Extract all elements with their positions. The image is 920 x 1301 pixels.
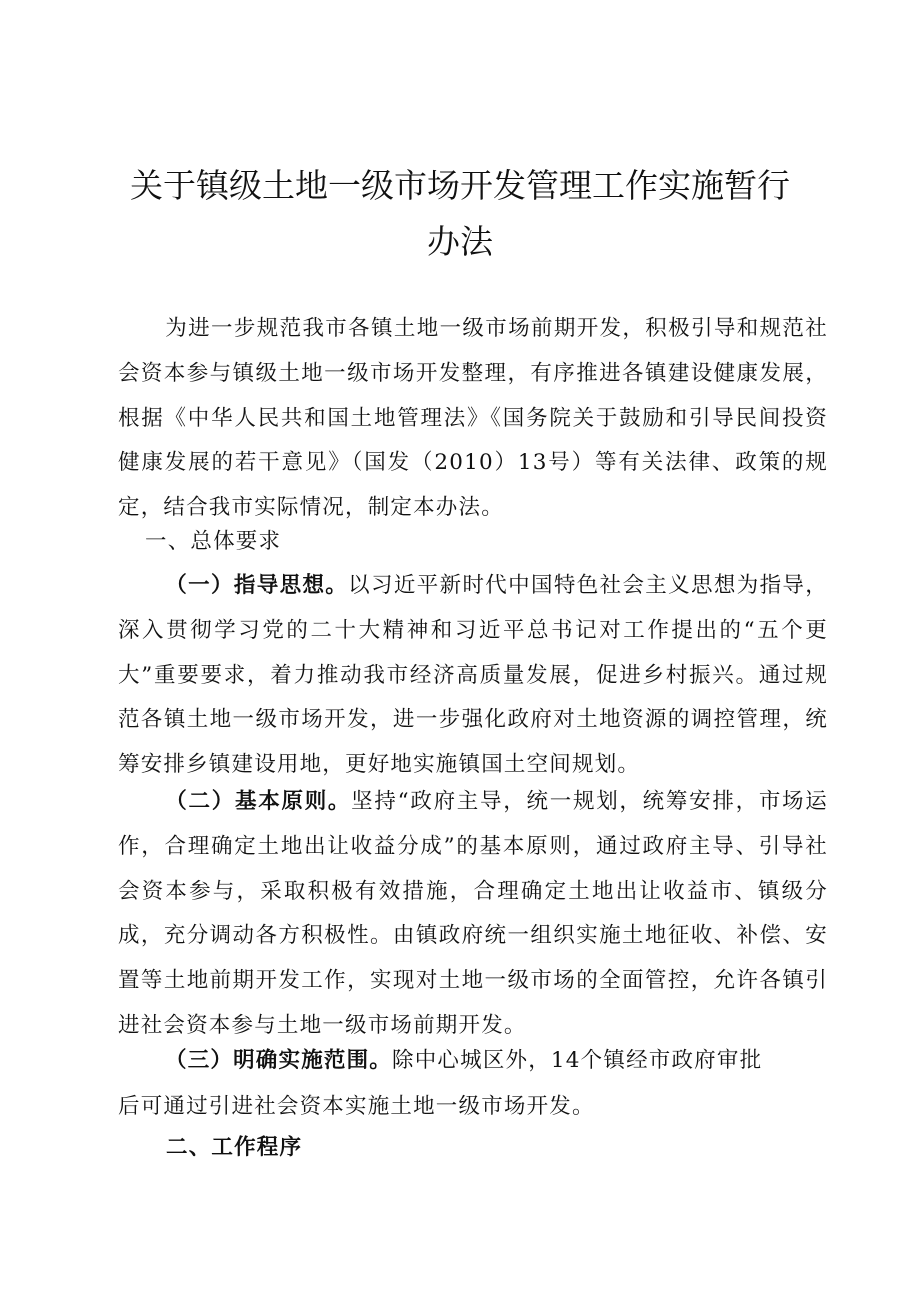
document-title-line-2: 办法 <box>427 222 493 261</box>
item-3-text-line-2: 后可通过引进社会资本实施土地一级市场开发。 <box>118 1094 595 1119</box>
item-1-text: 以习近平新时代中国特色社会主义思想为指导，深入贯彻学习党的二十大精神和习近平总书记对工作提出的“五个更大”重要要求，着力推动我市经济高质量发展，促进乡村振兴。通过规范各镇土地一级市场开发，进一步强化政府对土地资源的调控管理，统筹安排乡镇建设用地，更好地实施镇国土空间规划。 <box>118 573 828 778</box>
section-2-heading: 二、工作程序 <box>166 1135 303 1160</box>
item-2-paragraph <box>118 780 828 1049</box>
document-title-line-1: 关于镇级土地一级市场开发管理工作实施暂行 <box>130 166 790 205</box>
item-2-label: （二）基本原则。 <box>165 789 352 814</box>
item-2-text: 坚持“政府主导，统一规划，统筹安排，市场运作，合理确定土地出让收益分成”的基本原则，通过政府主导、引导社会资本参与，采取积极有效措施，合理确定土地出让收益市、镇级分成，充分调动各方积极性。由镇政府统一组织实施土地征收、补偿、安置等土地前期开发工作，实现对土地一级市场的全面管控，允许各镇引进社会资本参与土地一级市场前期开发。 <box>118 789 828 1038</box>
item-3-first-line <box>165 1039 762 1084</box>
item-1-paragraph <box>118 564 828 788</box>
item-3-label: （三）明确实施范围。 <box>165 1048 393 1073</box>
section-1-heading: 一、总体要求 <box>145 529 282 554</box>
intro-paragraph: 为进一步规范我市各镇土地一级市场前期开发，积极引导和规范社会资本参与镇级土地一级市场开发整理，有序推进各镇建设健康发展，根据《中华人民共和国土地管理法》《国务院关于鼓励和引导民间投资健康发展的若干意见》（国发（2010）13号）等有关法律、政策的规定，结合我市实际情况，制定本办法。 <box>118 316 828 521</box>
item-3-text-line-1: 除中心城区外，14个镇经市政府审批 <box>392 1048 763 1073</box>
item-1-label: （一）指导思想。 <box>165 573 349 598</box>
